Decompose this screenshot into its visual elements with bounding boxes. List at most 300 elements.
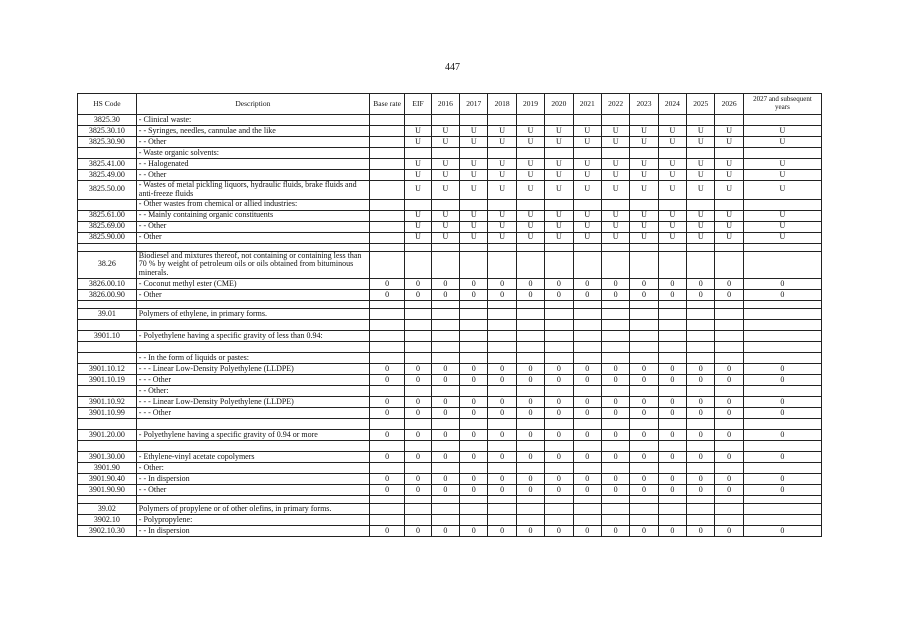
rate-cell: 0 — [658, 396, 686, 407]
rate-cell — [573, 440, 601, 451]
rate-cell — [369, 251, 404, 278]
rate-cell: U — [743, 159, 821, 170]
rate-cell — [687, 115, 715, 126]
rate-cell — [687, 308, 715, 319]
rate-cell: 0 — [630, 407, 658, 418]
rate-cell: 0 — [516, 473, 544, 484]
description-cell — [136, 300, 369, 308]
rate-cell: U — [715, 210, 743, 221]
rate-cell: 0 — [630, 396, 658, 407]
rate-cell: U — [431, 137, 459, 148]
table-row — [78, 300, 822, 308]
table-header-row — [78, 94, 822, 115]
rate-cell: U — [658, 170, 686, 181]
description-cell: - - - Linear Low-Density Polyethylene (LLDPE) — [136, 396, 369, 407]
rate-cell: U — [715, 221, 743, 232]
rate-cell — [431, 148, 459, 159]
rate-cell — [369, 137, 404, 148]
rate-cell: 0 — [630, 429, 658, 440]
rate-cell — [460, 251, 488, 278]
rate-cell: 0 — [488, 429, 516, 440]
rate-cell: 0 — [431, 278, 459, 289]
rate-cell: U — [460, 137, 488, 148]
rate-cell: 0 — [601, 429, 629, 440]
rate-cell: 0 — [369, 429, 404, 440]
rate-cell — [743, 243, 821, 251]
rate-cell — [516, 243, 544, 251]
description-cell: - Wastes of metal pickling liquors, hydraulic fluids, brake fluids and anti-freeze fluids — [136, 181, 369, 200]
table-body — [78, 115, 822, 537]
rate-cell — [687, 330, 715, 341]
description-cell: - - Other — [136, 137, 369, 148]
rate-cell: U — [488, 210, 516, 221]
table-row — [78, 159, 822, 170]
table-row — [78, 289, 822, 300]
rate-cell — [601, 514, 629, 525]
description-cell: - - In dispersion — [136, 525, 369, 536]
rate-cell — [431, 514, 459, 525]
table-row — [78, 251, 822, 278]
rate-cell: U — [405, 181, 431, 200]
hs-code-cell: 39.01 — [78, 308, 137, 319]
rate-cell: 0 — [601, 278, 629, 289]
hs-code-cell: 3901.10 — [78, 330, 137, 341]
rate-cell — [630, 462, 658, 473]
rate-cell: 0 — [715, 429, 743, 440]
rate-cell — [687, 199, 715, 210]
rate-cell: U — [545, 221, 573, 232]
table-row — [78, 473, 822, 484]
rate-cell — [630, 385, 658, 396]
rate-cell: 0 — [431, 407, 459, 418]
rate-cell — [630, 330, 658, 341]
rate-cell: U — [687, 126, 715, 137]
rate-cell — [369, 115, 404, 126]
rate-cell — [405, 251, 431, 278]
rate-cell — [630, 418, 658, 429]
rate-cell: U — [573, 221, 601, 232]
rate-cell — [369, 330, 404, 341]
rate-cell — [545, 462, 573, 473]
rate-cell — [573, 385, 601, 396]
rate-cell: U — [601, 181, 629, 200]
rate-cell: U — [488, 181, 516, 200]
rate-cell — [601, 385, 629, 396]
rate-cell: 0 — [658, 363, 686, 374]
rate-cell: 0 — [405, 374, 431, 385]
rate-cell: 0 — [743, 525, 821, 536]
rate-cell: 0 — [658, 484, 686, 495]
rate-cell — [460, 352, 488, 363]
rate-cell: 0 — [743, 451, 821, 462]
column-header: 2016 — [431, 94, 459, 115]
rate-cell: 0 — [545, 429, 573, 440]
rate-cell — [658, 341, 686, 352]
rate-cell — [658, 462, 686, 473]
rate-cell: U — [630, 210, 658, 221]
rate-cell: 0 — [405, 407, 431, 418]
hs-code-cell: 3825.30 — [78, 115, 137, 126]
rate-cell — [743, 251, 821, 278]
rate-cell — [715, 385, 743, 396]
rate-cell — [488, 243, 516, 251]
rate-cell: 0 — [630, 363, 658, 374]
rate-cell — [369, 418, 404, 429]
rate-cell — [369, 159, 404, 170]
rate-cell: U — [630, 232, 658, 243]
rate-cell — [573, 341, 601, 352]
rate-cell — [431, 495, 459, 503]
hs-code-cell — [78, 440, 137, 451]
rate-cell: U — [431, 181, 459, 200]
rate-cell — [545, 514, 573, 525]
rate-cell: 0 — [460, 363, 488, 374]
column-header: Base rate — [369, 94, 404, 115]
rate-cell: 0 — [658, 525, 686, 536]
rate-cell: 0 — [545, 407, 573, 418]
table-row — [78, 199, 822, 210]
rate-cell: U — [460, 221, 488, 232]
rate-cell — [369, 440, 404, 451]
rate-cell — [369, 385, 404, 396]
rate-cell: 0 — [488, 451, 516, 462]
rate-cell: 0 — [601, 374, 629, 385]
rate-cell — [743, 503, 821, 514]
rate-cell — [743, 385, 821, 396]
rate-cell — [516, 319, 544, 330]
column-header: HS Code — [78, 94, 137, 115]
rate-cell — [488, 341, 516, 352]
rate-cell — [715, 243, 743, 251]
rate-cell — [545, 352, 573, 363]
rate-cell: 0 — [601, 396, 629, 407]
rate-cell: 0 — [630, 374, 658, 385]
rate-cell — [687, 495, 715, 503]
rate-cell — [687, 514, 715, 525]
rate-cell — [687, 418, 715, 429]
rate-cell — [369, 170, 404, 181]
hs-code-cell: 3825.30.90 — [78, 137, 137, 148]
rate-cell — [460, 514, 488, 525]
rate-cell: U — [573, 159, 601, 170]
rate-cell — [369, 243, 404, 251]
table-row — [78, 407, 822, 418]
rate-cell — [431, 440, 459, 451]
table-row — [78, 451, 822, 462]
table-row — [78, 429, 822, 440]
table-row — [78, 115, 822, 126]
rate-cell — [658, 319, 686, 330]
rate-cell: 0 — [431, 363, 459, 374]
rate-cell — [460, 308, 488, 319]
rate-cell — [488, 503, 516, 514]
rate-cell: 0 — [601, 525, 629, 536]
rate-cell — [573, 352, 601, 363]
table-row — [78, 440, 822, 451]
rate-cell — [743, 330, 821, 341]
rate-cell: 0 — [630, 484, 658, 495]
hs-code-cell: 3826.00.90 — [78, 289, 137, 300]
rate-cell — [658, 148, 686, 159]
rate-cell — [516, 308, 544, 319]
rate-cell — [687, 440, 715, 451]
rate-cell — [601, 503, 629, 514]
rate-cell: 0 — [687, 289, 715, 300]
rate-cell — [601, 319, 629, 330]
rate-cell: 0 — [405, 473, 431, 484]
rate-cell — [658, 330, 686, 341]
rate-cell — [687, 319, 715, 330]
rate-cell — [630, 440, 658, 451]
rate-cell: U — [545, 210, 573, 221]
rate-cell: 0 — [516, 396, 544, 407]
rate-cell: 0 — [431, 396, 459, 407]
rate-cell — [573, 418, 601, 429]
rate-cell: 0 — [431, 484, 459, 495]
rate-cell — [658, 115, 686, 126]
rate-cell: U — [488, 221, 516, 232]
rate-cell: 0 — [601, 363, 629, 374]
rate-cell — [715, 341, 743, 352]
rate-cell: 0 — [488, 525, 516, 536]
tariff-schedule-table — [77, 93, 822, 537]
rate-cell — [405, 352, 431, 363]
rate-cell: 0 — [601, 484, 629, 495]
description-cell: - - - Other — [136, 374, 369, 385]
rate-cell — [405, 341, 431, 352]
rate-cell: U — [658, 221, 686, 232]
rate-cell — [601, 148, 629, 159]
description-cell — [136, 243, 369, 251]
rate-cell — [601, 462, 629, 473]
table-row — [78, 181, 822, 200]
rate-cell — [743, 199, 821, 210]
rate-cell — [516, 251, 544, 278]
description-cell: - - Syringes, needles, cannulae and the like — [136, 126, 369, 137]
rate-cell: 0 — [687, 451, 715, 462]
rate-cell: 0 — [405, 278, 431, 289]
rate-cell: U — [658, 126, 686, 137]
rate-cell: 0 — [545, 473, 573, 484]
rate-cell: 0 — [658, 429, 686, 440]
hs-code-cell: 3902.10 — [78, 514, 137, 525]
rate-cell — [658, 514, 686, 525]
description-cell: - Polyethylene having a specific gravity of less than 0.94: — [136, 330, 369, 341]
rate-cell — [715, 251, 743, 278]
rate-cell — [405, 514, 431, 525]
column-header: EIF — [405, 94, 431, 115]
rate-cell — [601, 115, 629, 126]
rate-cell: 0 — [545, 374, 573, 385]
rate-cell: U — [743, 170, 821, 181]
rate-cell: U — [601, 210, 629, 221]
column-header: 2021 — [573, 94, 601, 115]
rate-cell — [743, 308, 821, 319]
rate-cell — [545, 308, 573, 319]
description-cell — [136, 495, 369, 503]
rate-cell — [687, 243, 715, 251]
rate-cell: 0 — [630, 278, 658, 289]
rate-cell — [545, 148, 573, 159]
rate-cell: 0 — [431, 525, 459, 536]
rate-cell — [488, 385, 516, 396]
rate-cell: 0 — [460, 289, 488, 300]
rate-cell — [601, 440, 629, 451]
rate-cell — [743, 341, 821, 352]
rate-cell — [687, 503, 715, 514]
rate-cell: 0 — [573, 278, 601, 289]
rate-cell: 0 — [715, 451, 743, 462]
rate-cell: U — [405, 159, 431, 170]
hs-code-cell: 3901.30.00 — [78, 451, 137, 462]
table-row — [78, 148, 822, 159]
rate-cell: 0 — [715, 374, 743, 385]
column-header: 2027 and subsequent years — [743, 94, 821, 115]
rate-cell — [630, 308, 658, 319]
rate-cell — [545, 495, 573, 503]
hs-code-cell: 3825.69.00 — [78, 221, 137, 232]
rate-cell — [601, 300, 629, 308]
rate-cell: U — [630, 137, 658, 148]
rate-cell: 0 — [405, 525, 431, 536]
rate-cell: 0 — [601, 473, 629, 484]
rate-cell — [715, 115, 743, 126]
rate-cell: U — [545, 232, 573, 243]
hs-code-cell: 3825.41.00 — [78, 159, 137, 170]
rate-cell: 0 — [715, 278, 743, 289]
rate-cell — [460, 503, 488, 514]
rate-cell: 0 — [573, 374, 601, 385]
rate-cell — [687, 251, 715, 278]
rate-cell — [460, 330, 488, 341]
description-cell — [136, 418, 369, 429]
rate-cell — [369, 232, 404, 243]
rate-cell — [687, 385, 715, 396]
rate-cell — [369, 352, 404, 363]
rate-cell: 0 — [658, 374, 686, 385]
rate-cell — [488, 440, 516, 451]
rate-cell: U — [516, 137, 544, 148]
description-cell — [136, 440, 369, 451]
hs-code-cell — [78, 418, 137, 429]
rate-cell — [601, 341, 629, 352]
rate-cell — [715, 300, 743, 308]
rate-cell — [630, 352, 658, 363]
rate-cell — [715, 503, 743, 514]
table-row — [78, 170, 822, 181]
rate-cell: U — [516, 159, 544, 170]
rate-cell: 0 — [545, 451, 573, 462]
rate-cell: 0 — [573, 363, 601, 374]
rate-cell: 0 — [743, 289, 821, 300]
rate-cell: U — [545, 137, 573, 148]
rate-cell — [405, 440, 431, 451]
rate-cell — [369, 221, 404, 232]
rate-cell: 0 — [460, 396, 488, 407]
rate-cell: U — [743, 126, 821, 137]
rate-cell: 0 — [601, 407, 629, 418]
rate-cell: 0 — [431, 473, 459, 484]
rate-cell — [687, 462, 715, 473]
rate-cell — [460, 385, 488, 396]
rate-cell: U — [743, 221, 821, 232]
description-cell: Polymers of propylene or of other olefins, in primary forms. — [136, 503, 369, 514]
rate-cell: U — [460, 170, 488, 181]
table-row — [78, 278, 822, 289]
rate-cell: 0 — [545, 363, 573, 374]
rate-cell: 0 — [431, 451, 459, 462]
rate-cell — [431, 251, 459, 278]
rate-cell: 0 — [369, 484, 404, 495]
hs-code-cell — [78, 243, 137, 251]
rate-cell: 0 — [369, 278, 404, 289]
rate-cell — [516, 462, 544, 473]
rate-cell: U — [715, 232, 743, 243]
rate-cell: U — [431, 210, 459, 221]
rate-cell: U — [630, 126, 658, 137]
rate-cell — [658, 352, 686, 363]
rate-cell: 0 — [545, 289, 573, 300]
rate-cell: 0 — [715, 407, 743, 418]
hs-code-cell: 3825.30.10 — [78, 126, 137, 137]
rate-cell: U — [488, 126, 516, 137]
rate-cell — [431, 418, 459, 429]
rate-cell — [715, 462, 743, 473]
rate-cell — [743, 462, 821, 473]
rate-cell — [743, 440, 821, 451]
rate-cell: 0 — [405, 484, 431, 495]
rate-cell — [369, 126, 404, 137]
rate-cell — [488, 462, 516, 473]
rate-cell — [630, 199, 658, 210]
rate-cell: U — [545, 181, 573, 200]
column-header: 2024 — [658, 94, 686, 115]
rate-cell: U — [405, 126, 431, 137]
rate-cell: U — [431, 126, 459, 137]
hs-code-cell: 3825.50.00 — [78, 181, 137, 200]
rate-cell — [460, 243, 488, 251]
rate-cell: 0 — [460, 407, 488, 418]
column-header: 2022 — [601, 94, 629, 115]
rate-cell — [431, 308, 459, 319]
rate-cell: 0 — [405, 451, 431, 462]
rate-cell — [715, 199, 743, 210]
rate-cell — [369, 199, 404, 210]
rate-cell: 0 — [601, 289, 629, 300]
rate-cell: 0 — [488, 407, 516, 418]
rate-cell: 0 — [715, 289, 743, 300]
rate-cell: U — [658, 159, 686, 170]
rate-cell: 0 — [405, 363, 431, 374]
rate-cell — [545, 341, 573, 352]
rate-cell — [687, 300, 715, 308]
rate-cell — [630, 319, 658, 330]
rate-cell — [488, 300, 516, 308]
rate-cell: U — [573, 137, 601, 148]
rate-cell: 0 — [369, 396, 404, 407]
rate-cell: U — [488, 232, 516, 243]
rate-cell — [630, 115, 658, 126]
rate-cell — [431, 330, 459, 341]
rate-cell: 0 — [630, 289, 658, 300]
rate-cell — [630, 341, 658, 352]
rate-cell — [405, 503, 431, 514]
rate-cell — [545, 503, 573, 514]
rate-cell — [516, 385, 544, 396]
rate-cell — [573, 330, 601, 341]
description-cell — [136, 341, 369, 352]
hs-code-cell: 3901.90 — [78, 462, 137, 473]
